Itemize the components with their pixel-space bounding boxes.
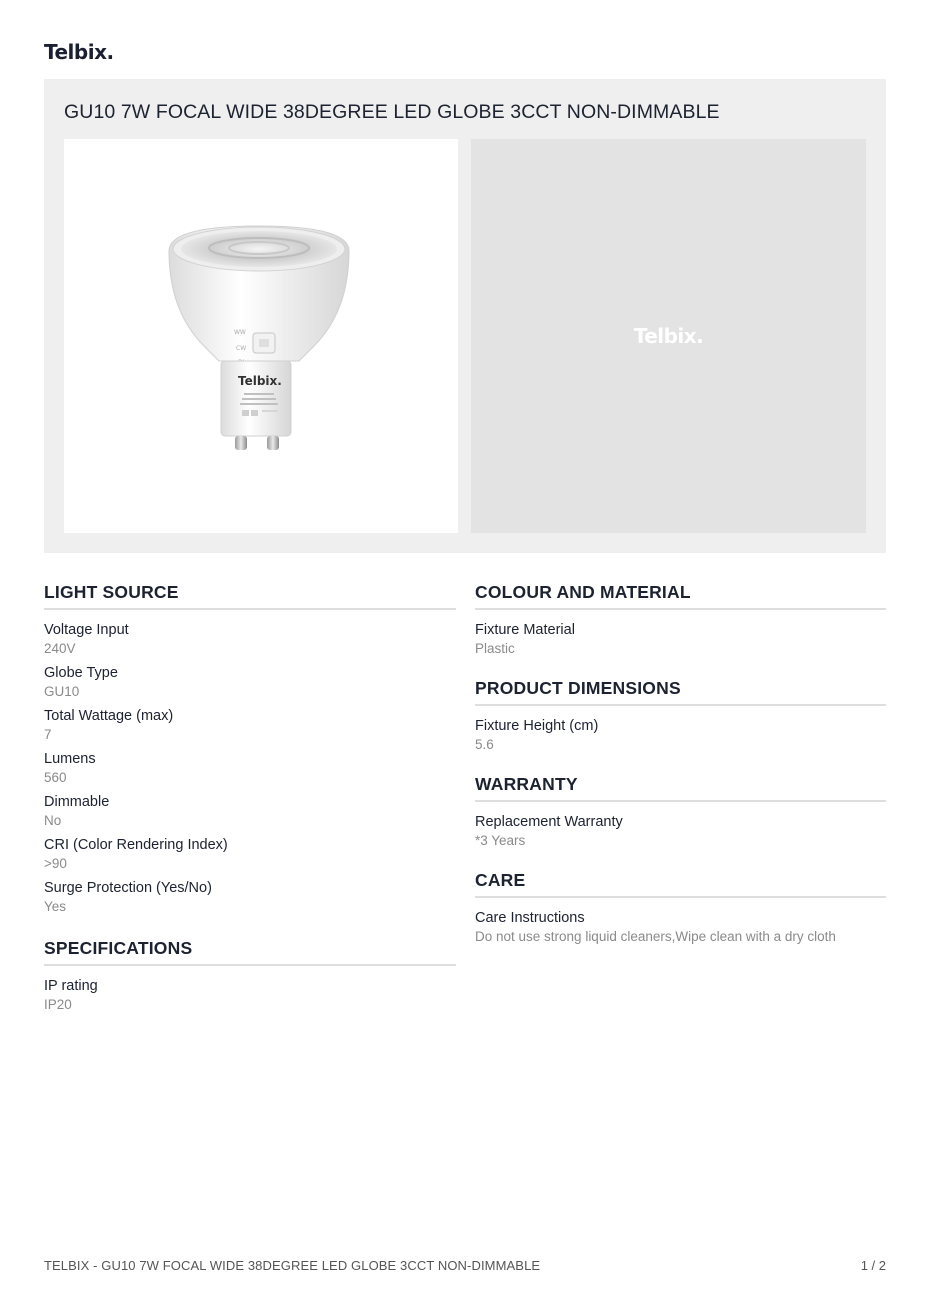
field-value: Yes bbox=[44, 899, 67, 914]
image-placeholder bbox=[471, 139, 866, 533]
footer-title: TELBIX - GU10 7W FOCAL WIDE 38DEGREE LED GLOBE 3CCT NON-DIMMABLE bbox=[44, 1258, 541, 1273]
field-label: IP rating bbox=[44, 978, 98, 994]
product-image bbox=[64, 139, 458, 533]
placeholder-logo: Telbix. bbox=[633, 324, 704, 348]
field-value: *3 Years bbox=[475, 833, 526, 848]
field-label: Care Instructions bbox=[475, 910, 585, 926]
section-title: PRODUCT DIMENSIONS bbox=[475, 678, 886, 706]
field-globe-type bbox=[44, 664, 456, 701]
section-specifications bbox=[44, 938, 456, 1014]
svg-text:CW: CW bbox=[236, 345, 247, 352]
section-warranty bbox=[475, 774, 886, 850]
section-title: COLOUR AND MATERIAL bbox=[475, 582, 886, 610]
field-lumens bbox=[44, 750, 456, 787]
field-value: GU10 bbox=[44, 684, 80, 699]
field-label: Replacement Warranty bbox=[475, 814, 623, 830]
field-value: 7 bbox=[44, 727, 52, 742]
right-column bbox=[475, 582, 886, 962]
section-product-dimensions bbox=[475, 678, 886, 754]
svg-text:Telbix.: Telbix. bbox=[238, 374, 282, 388]
field-value: Plastic bbox=[475, 641, 515, 656]
field-label: Surge Protection (Yes/No) bbox=[44, 880, 212, 896]
field-label: Globe Type bbox=[44, 665, 118, 681]
brand-logo: Telbix. bbox=[44, 40, 114, 64]
field-ip-rating bbox=[44, 977, 456, 1014]
field-label: Fixture Height (cm) bbox=[475, 718, 599, 734]
field-dimmable bbox=[44, 793, 456, 830]
field-value: 560 bbox=[44, 770, 67, 785]
field-label: Voltage Input bbox=[44, 622, 129, 638]
field-cri bbox=[44, 836, 456, 873]
svg-text:WW: WW bbox=[234, 329, 246, 336]
section-title: CARE bbox=[475, 870, 886, 898]
left-column bbox=[44, 582, 456, 1030]
section-title: WARRANTY bbox=[475, 774, 886, 802]
field-label: Dimmable bbox=[44, 794, 110, 810]
field-surge-protection bbox=[44, 879, 456, 916]
field-value: Do not use strong liquid cleaners,Wipe clean with a dry cloth bbox=[475, 929, 836, 944]
field-value: IP20 bbox=[44, 997, 72, 1012]
field-fixture-height bbox=[475, 717, 886, 754]
field-label: CRI (Color Rendering Index) bbox=[44, 837, 228, 853]
section-title: LIGHT SOURCE bbox=[44, 582, 456, 610]
field-value: >90 bbox=[44, 856, 67, 871]
field-label: Lumens bbox=[44, 751, 96, 767]
field-fixture-material bbox=[475, 621, 886, 658]
field-value: 240V bbox=[44, 641, 76, 656]
field-care-instructions bbox=[475, 909, 886, 946]
field-value: 5.6 bbox=[475, 737, 494, 752]
field-total-wattage bbox=[44, 707, 456, 744]
page-number: 1 / 2 bbox=[860, 1258, 886, 1273]
section-title: SPECIFICATIONS bbox=[44, 938, 456, 966]
field-value: No bbox=[44, 813, 62, 828]
section-care bbox=[475, 870, 886, 946]
product-title: GU10 7W FOCAL WIDE 38DEGREE LED GLOBE 3CCT NON-DIMMABLE bbox=[64, 101, 720, 123]
field-replacement-warranty bbox=[475, 813, 886, 850]
field-label: Fixture Material bbox=[475, 622, 575, 638]
field-voltage-input bbox=[44, 621, 456, 658]
section-colour-material bbox=[475, 582, 886, 658]
section-light-source bbox=[44, 582, 456, 916]
field-label: Total Wattage (max) bbox=[44, 708, 174, 724]
led-globe-image bbox=[164, 221, 364, 511]
product-hero bbox=[44, 79, 886, 553]
